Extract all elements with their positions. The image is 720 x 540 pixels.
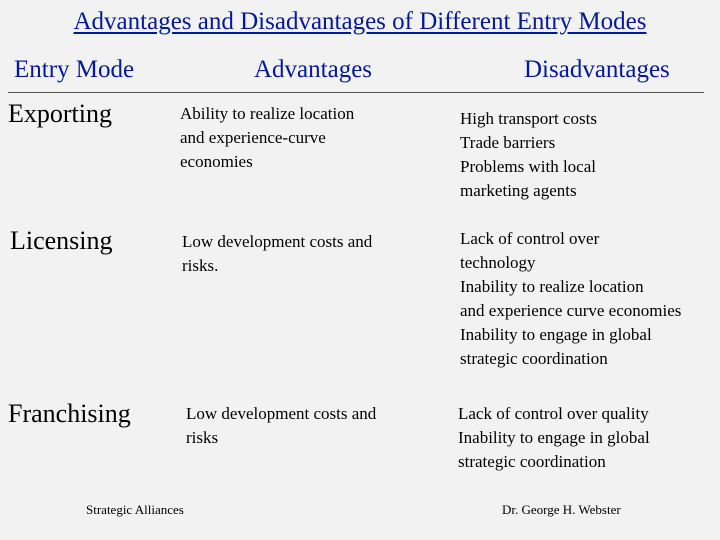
disadvantages-licensing [460, 227, 681, 371]
advantages-franchising [186, 402, 376, 450]
text-line: Low development costs and [186, 404, 377, 423]
mode-franchising: Franchising [8, 399, 131, 428]
text-line: Inability to realize location [460, 277, 644, 296]
text-line: strategic coordination [458, 452, 606, 471]
text-line: and experience-curve [180, 128, 326, 147]
text-line: Lack of control over [460, 229, 600, 248]
text-line: Low development costs and [182, 232, 373, 251]
header-advantages: Advantages [254, 56, 373, 83]
disadvantages-franchising [458, 402, 650, 474]
advantages-licensing [182, 230, 372, 278]
mode-licensing: Licensing [10, 226, 113, 255]
header-disadvantages: Disadvantages [524, 56, 670, 83]
slide-title: Advantages and Disadvantages of Different Entry Modes [73, 8, 647, 35]
header-divider [8, 92, 704, 93]
disadvantages-exporting [460, 107, 597, 203]
mode-exporting: Exporting [8, 99, 112, 128]
footer-left: Strategic Alliances [86, 502, 184, 517]
header-entry-mode: Entry Mode [14, 56, 135, 83]
text-line: risks. [182, 256, 219, 275]
text-line: Inability to engage in global [460, 325, 652, 344]
text-line: economies [180, 152, 253, 171]
text-line: marketing agents [460, 181, 577, 200]
text-line: and experience curve economies [460, 301, 682, 320]
text-line: technology [460, 253, 536, 272]
text-line: Lack of control over quality [458, 404, 649, 423]
text-line: Trade barriers [460, 133, 556, 152]
text-line: Problems with local [460, 157, 596, 176]
footer-right: Dr. George H. Webster [502, 502, 621, 517]
text-line: strategic coordination [460, 349, 608, 368]
text-line: Ability to realize location [180, 104, 355, 123]
text-line: High transport costs [460, 109, 597, 128]
advantages-exporting [180, 102, 354, 174]
text-line: risks [186, 428, 219, 447]
text-line: Inability to engage in global [458, 428, 650, 447]
